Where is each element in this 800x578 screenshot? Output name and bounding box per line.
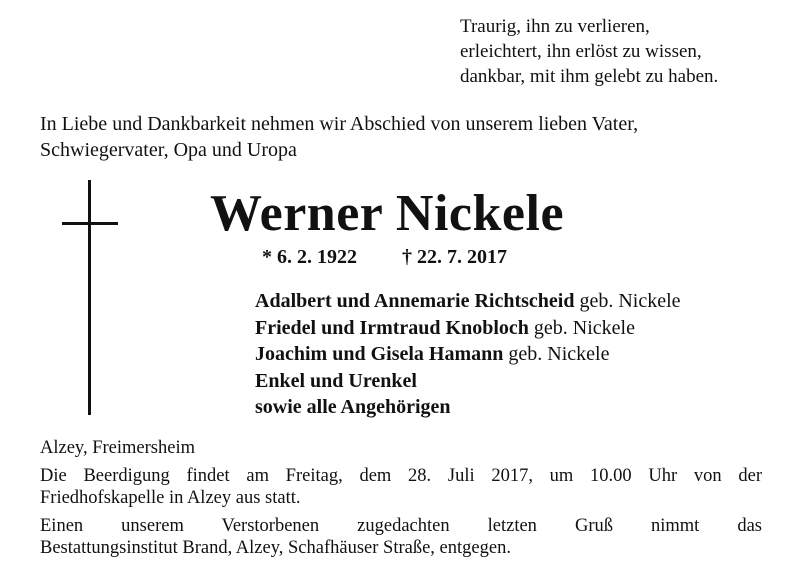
family-row-4 — [255, 368, 785, 395]
family-suffix: geb. Nickele — [528, 316, 635, 339]
poem-line-3: dankbar, mit ihm gelebt zu haben. — [460, 66, 719, 87]
greeting-line-2: Bestattungsinstitut Brand, Alzey, Schafhäuser Straße, entgegen. — [40, 538, 511, 558]
footer-block — [40, 437, 762, 559]
family-name: Adalbert und Annemarie Richtscheid — [255, 290, 575, 312]
family-row-3 — [255, 341, 785, 368]
cross-icon — [62, 180, 118, 415]
poem-block — [460, 14, 780, 89]
deceased-name: Werner Nickele — [210, 185, 565, 242]
family-name: Joachim und Gisela Hamann — [255, 343, 504, 365]
family-list — [255, 288, 785, 421]
family-row-1 — [255, 288, 785, 315]
family-name: Enkel und Urenkel — [255, 369, 417, 392]
place-line: Alzey, Freimersheim — [40, 438, 195, 458]
family-suffix: geb. Nickele — [503, 343, 610, 365]
life-dates — [262, 244, 507, 270]
poem-line-2: erleichtert, ihn erlöst zu wissen, — [460, 41, 702, 62]
family-suffix: geb. Nickele — [574, 290, 681, 312]
death-date: † 22. 7. 2017 — [402, 246, 507, 268]
funeral-line-1: Die Beerdigung findet am Freitag, dem 28. Juli 2017, um 10.00 Uhr von der — [40, 466, 762, 486]
family-name: Friedel und Irmtraud Knobloch — [255, 316, 529, 339]
intro-line-1: In Liebe und Dankbarkeit nehmen wir Abschied von unserem lieben Vater, — [40, 113, 639, 135]
poem-line-1: Traurig, ihn zu verlieren, — [460, 16, 650, 37]
funeral-line-2: Friedhofskapelle in Alzey aus statt. — [40, 488, 301, 508]
family-row-2 — [255, 315, 785, 342]
greeting-line-1: Einen unserem Verstorbenen zugedachten letzten Gruß nimmt das — [40, 516, 762, 536]
birth-date: * 6. 2. 1922 — [262, 246, 357, 268]
family-row-5 — [255, 394, 785, 421]
intro-text — [40, 111, 780, 163]
family-name: sowie alle Angehörigen — [255, 396, 451, 418]
intro-line-2: Schwiegervater, Opa und Uropa — [40, 139, 297, 161]
